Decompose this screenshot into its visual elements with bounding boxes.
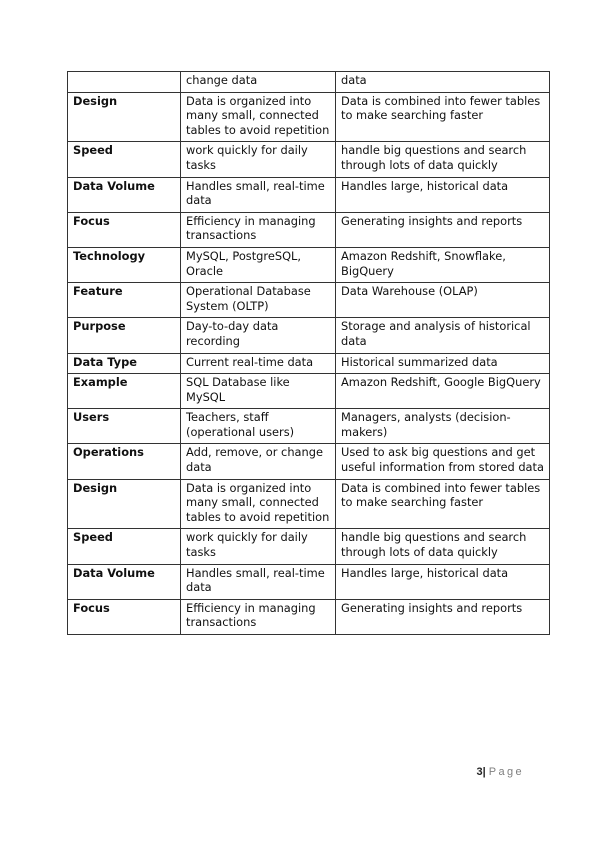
table-row: [68, 444, 550, 479]
page-number: 3: [476, 766, 483, 778]
olap-cell: Managers, analysts (decision-makers): [336, 409, 550, 444]
oltp-cell: work quickly for daily tasks: [181, 529, 336, 564]
table-row: [68, 72, 550, 93]
table-row: [68, 529, 550, 564]
feature-cell: Purpose: [68, 318, 181, 353]
table-row: [68, 409, 550, 444]
table-row: [68, 353, 550, 374]
oltp-cell: MySQL, PostgreSQL, Oracle: [181, 247, 336, 282]
table-row: [68, 318, 550, 353]
oltp-cell: Teachers, staff (operational users): [181, 409, 336, 444]
oltp-cell: Data is organized into many small, connected tables to avoid repetition: [181, 92, 336, 142]
table-row: [68, 374, 550, 409]
oltp-cell: Handles small, real-time data: [181, 177, 336, 212]
feature-cell: Focus: [68, 212, 181, 247]
olap-cell: Data is combined into fewer tables to make searching faster: [336, 92, 550, 142]
olap-cell: Data Warehouse (OLAP): [336, 283, 550, 318]
feature-cell: Data Volume: [68, 564, 181, 599]
comparison-table: [67, 71, 550, 635]
oltp-cell: Data is organized into many small, connected tables to avoid repetition: [181, 479, 336, 529]
footer-separator: |: [482, 766, 486, 778]
page-footer: [477, 766, 525, 778]
feature-cell: Focus: [68, 599, 181, 634]
oltp-cell: Day-to-day data recording: [181, 318, 336, 353]
oltp-cell: Efficiency in managing transactions: [181, 599, 336, 634]
oltp-cell: change data: [181, 72, 336, 93]
olap-cell: Amazon Redshift, Google BigQuery: [336, 374, 550, 409]
oltp-cell: work quickly for daily tasks: [181, 142, 336, 177]
feature-cell: Example: [68, 374, 181, 409]
comparison-table-body: [68, 72, 550, 635]
feature-cell: Speed: [68, 529, 181, 564]
table-row: [68, 92, 550, 142]
olap-cell: Generating insights and reports: [336, 599, 550, 634]
feature-cell: Feature: [68, 283, 181, 318]
table-row: [68, 212, 550, 247]
oltp-cell: Handles small, real-time data: [181, 564, 336, 599]
feature-cell: Users: [68, 409, 181, 444]
olap-cell: Amazon Redshift, Snowflake, BigQuery: [336, 247, 550, 282]
olap-cell: handle big questions and search through lots of data quickly: [336, 142, 550, 177]
olap-cell: Generating insights and reports: [336, 212, 550, 247]
table-row: [68, 247, 550, 282]
table-row: [68, 283, 550, 318]
oltp-cell: Efficiency in managing transactions: [181, 212, 336, 247]
feature-cell: Design: [68, 479, 181, 529]
oltp-cell: Add, remove, or change data: [181, 444, 336, 479]
olap-cell: Storage and analysis of historical data: [336, 318, 550, 353]
oltp-cell: Current real-time data: [181, 353, 336, 374]
feature-cell: Technology: [68, 247, 181, 282]
olap-cell: Handles large, historical data: [336, 177, 550, 212]
olap-cell: handle big questions and search through lots of data quickly: [336, 529, 550, 564]
table-row: [68, 142, 550, 177]
feature-cell: [68, 72, 181, 93]
olap-cell: Data is combined into fewer tables to make searching faster: [336, 479, 550, 529]
olap-cell: Handles large, historical data: [336, 564, 550, 599]
oltp-cell: SQL Database like MySQL: [181, 374, 336, 409]
table-row: [68, 479, 550, 529]
olap-cell: Historical summarized data: [336, 353, 550, 374]
feature-cell: Data Volume: [68, 177, 181, 212]
feature-cell: Operations: [68, 444, 181, 479]
table-row: [68, 177, 550, 212]
page-label: Page: [488, 766, 524, 778]
olap-cell: Used to ask big questions and get useful information from stored data: [336, 444, 550, 479]
table-row: [68, 599, 550, 634]
feature-cell: Design: [68, 92, 181, 142]
olap-cell: data: [336, 72, 550, 93]
feature-cell: Speed: [68, 142, 181, 177]
oltp-cell: Operational Database System (OLTP): [181, 283, 336, 318]
feature-cell: Data Type: [68, 353, 181, 374]
table-row: [68, 564, 550, 599]
